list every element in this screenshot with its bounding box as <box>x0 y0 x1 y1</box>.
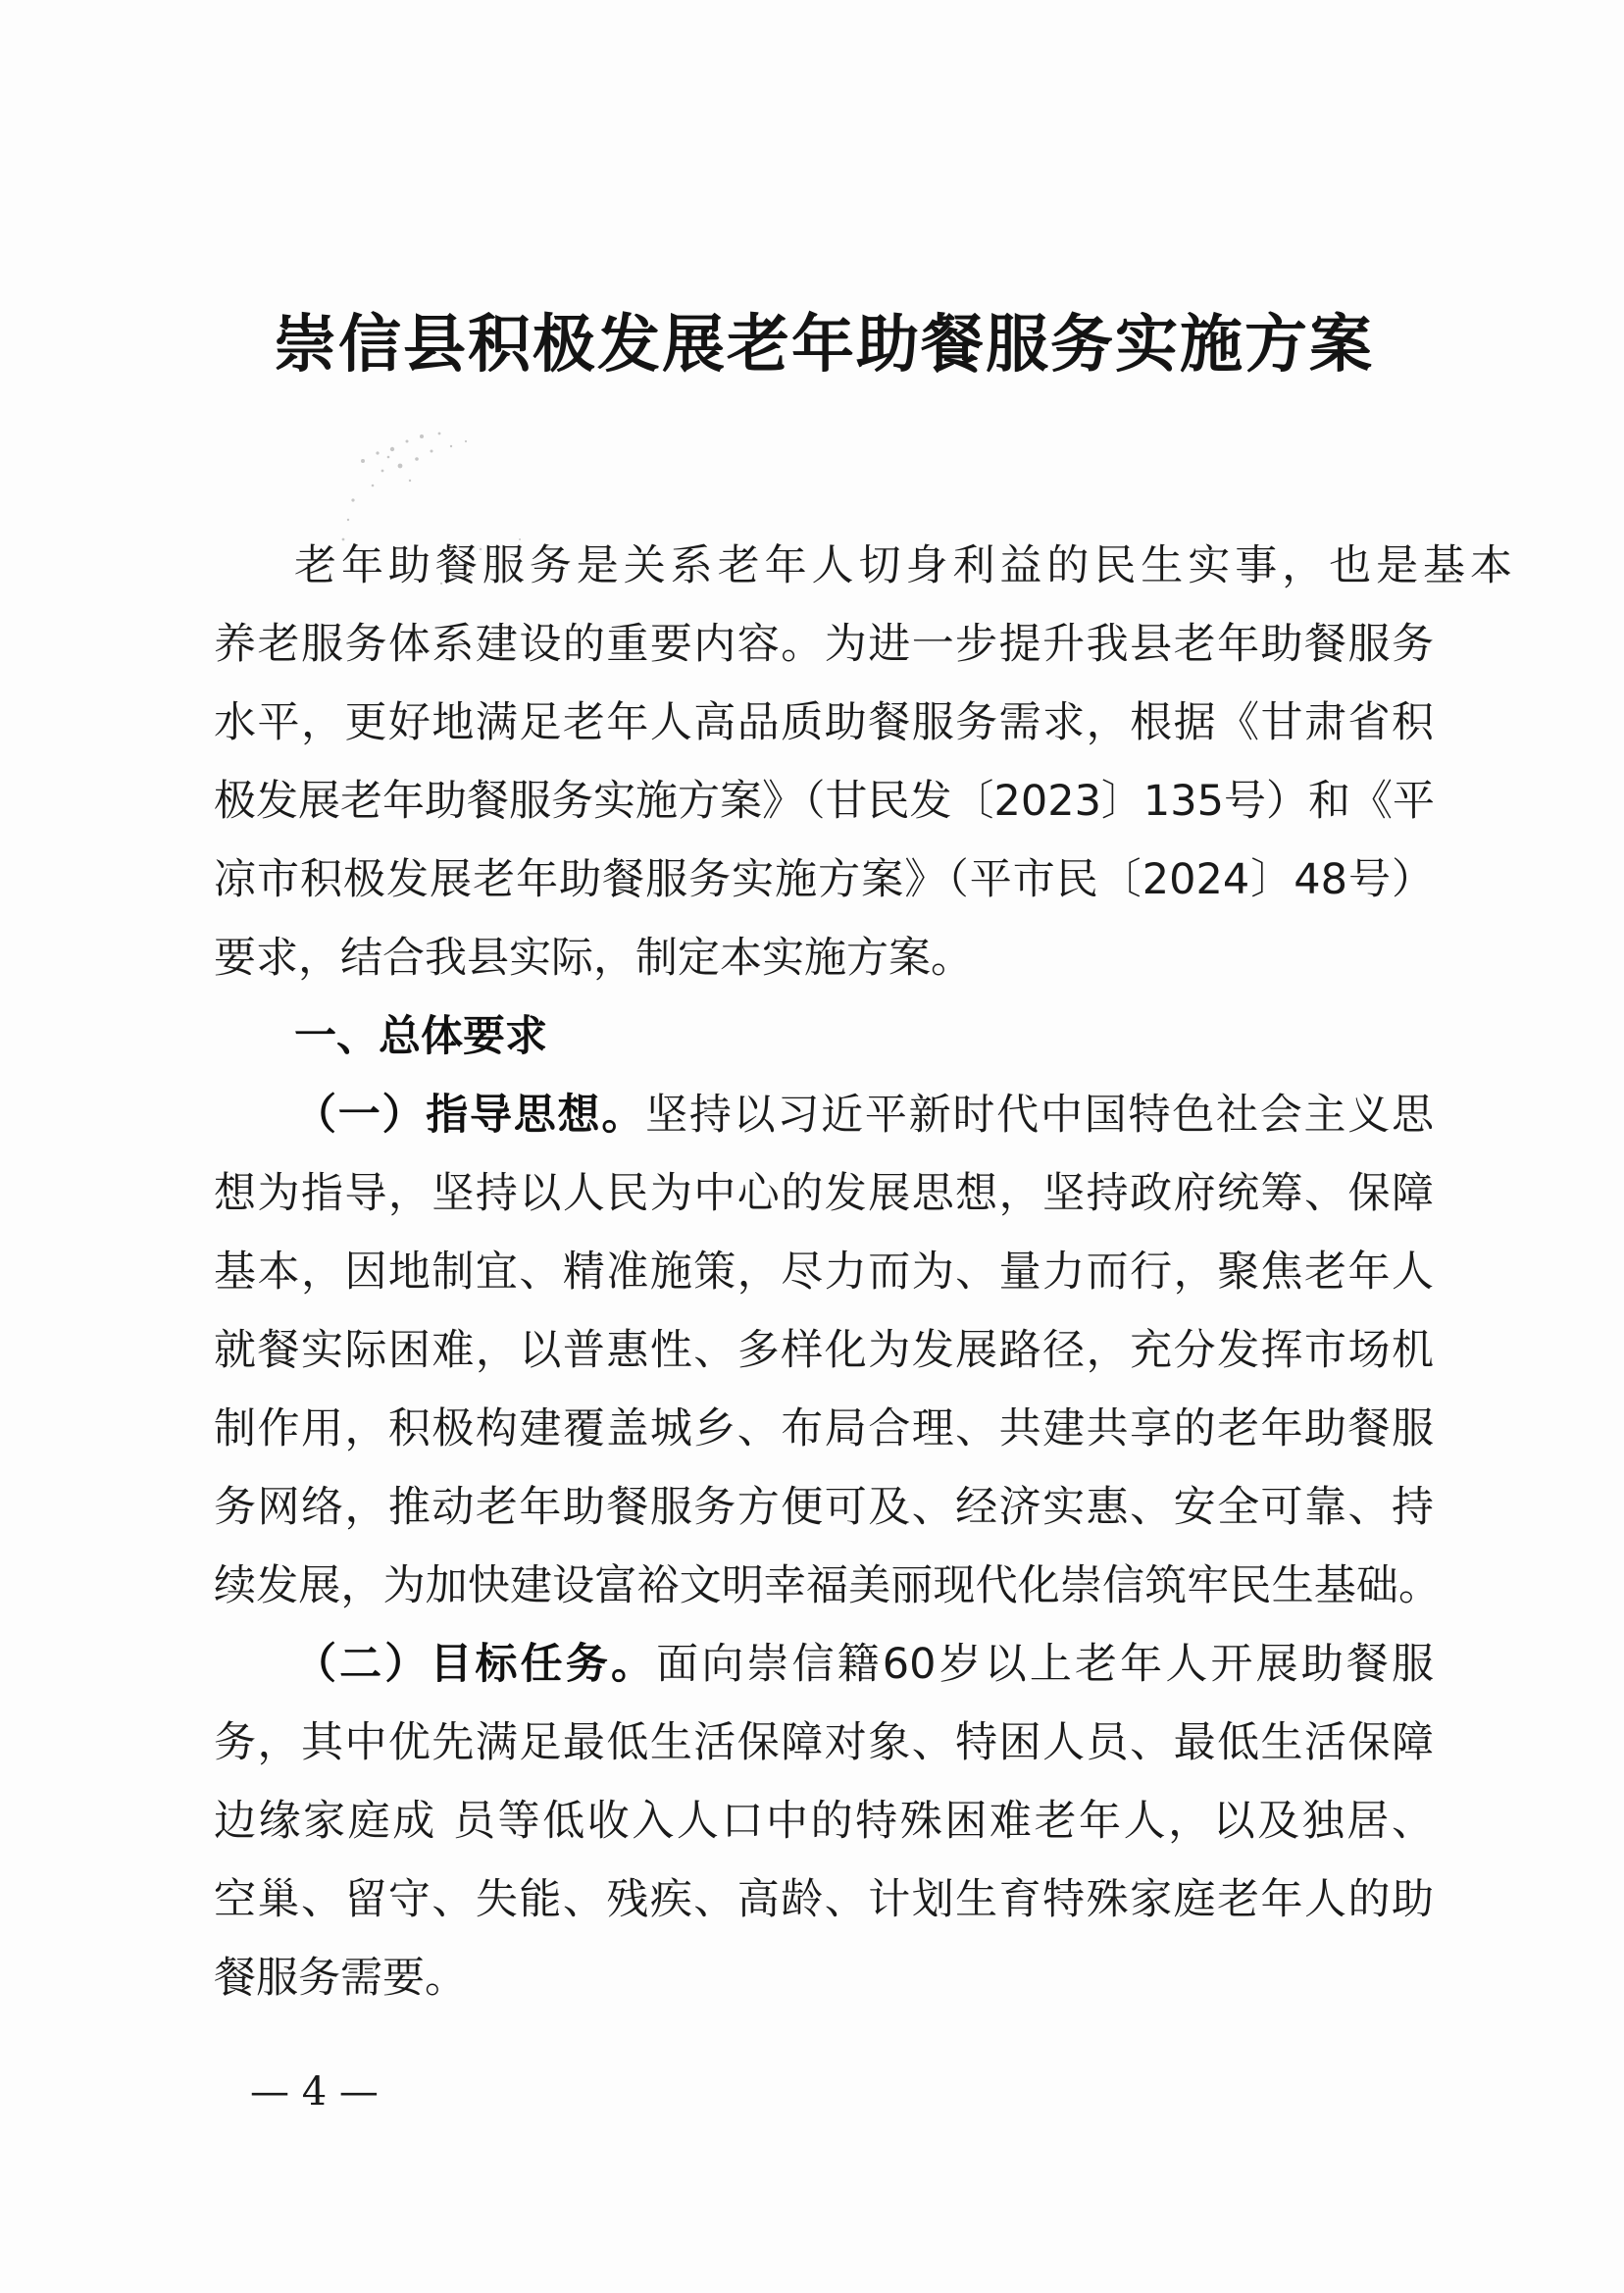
intro-line-2: 养老服务体系建设的重要内容。为进一步提升我县老年助餐服务 <box>214 620 1434 669</box>
sub2-first-text: 面向崇信籍60岁以上老年人开展助餐服 <box>656 1640 1434 1689</box>
sub1-line-6: 务网络，推动老年助餐服务方便可及、经济实惠、安全可靠、持 <box>214 1483 1434 1532</box>
sub2-heading: （二）目标任务。 <box>294 1640 657 1689</box>
sub2-line-5: 餐服务需要。 <box>214 1954 467 2003</box>
sub2-line-4: 空巢、留守、失能、残疾、高龄、计划生育特殊家庭老年人的助 <box>214 1875 1434 1924</box>
sub2-first-line <box>294 1640 1434 1689</box>
intro-line-1: 老年助餐服务是关系老年人切身利益的民生实事，也是基本 <box>294 541 1512 590</box>
page-number: — 4 — <box>250 2069 379 2115</box>
intro-line-6: 要求，结合我县实际，制定本实施方案。 <box>214 934 973 983</box>
sub2-line-3: 边缘家庭成 员等低收入人口中的特殊困难老年人，以及独居、 <box>214 1797 1434 1846</box>
sub1-line-4: 就餐实际困难，以普惠性、多样化为发展路径，充分发挥市场机 <box>214 1326 1434 1375</box>
intro-line-4: 极发展老年助餐服务实施方案》（甘民发〔2023〕135号）和《平 <box>214 777 1436 826</box>
sub1-line-7: 续发展，为加快建设富裕文明幸福美丽现代化崇信筑牢民生基础。 <box>214 1561 1440 1610</box>
intro-line-5: 凉市积极发展老年助餐服务实施方案》（平市民〔2024〕48号） <box>214 855 1434 904</box>
sub1-line-5: 制作用，积极构建覆盖城乡、布局合理、共建共享的老年助餐服 <box>214 1404 1434 1453</box>
intro-line-3: 水平，更好地满足老年人高品质助餐服务需求，根据《甘肃省积 <box>214 698 1434 747</box>
sub1-first-line <box>294 1091 1435 1140</box>
section-heading: 一、总体要求 <box>294 1012 547 1061</box>
document-title: 崇信县积极发展老年助餐服务实施方案 <box>274 308 1374 382</box>
sub2-line-2: 务，其中优先满足最低生活保障对象、特困人员、最低生活保障 <box>214 1718 1434 1767</box>
sub1-line-3: 基本，因地制宜、精准施策，尽力而为、量力而行，聚焦老年人 <box>214 1248 1434 1297</box>
sub1-heading: （一）指导思想。 <box>294 1091 646 1140</box>
sub1-line-2: 想为指导，坚持以人民为中心的发展思想，坚持政府统筹、保障 <box>214 1169 1434 1218</box>
sub1-first-text: 坚持以习近平新时代中国特色社会主义思 <box>645 1091 1435 1140</box>
